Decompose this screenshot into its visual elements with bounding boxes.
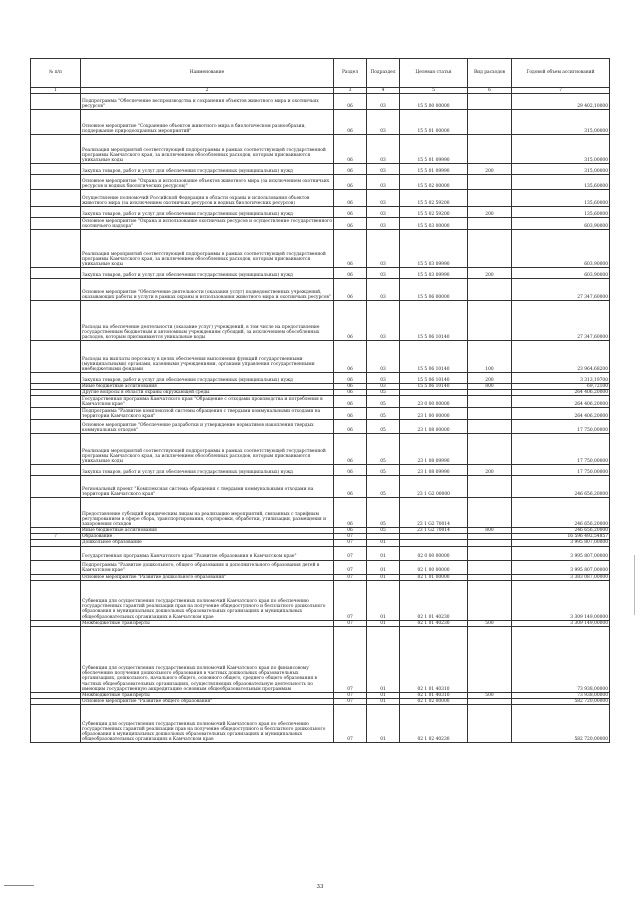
row-name: Закупка товаров, работ и услуг для обеспечения государственных (муниципальных) нужд (81, 164, 334, 175)
table-row (31, 94, 610, 110)
row-target-article: 23 1 08 09990 (400, 434, 468, 465)
row-section: 06 (334, 301, 367, 341)
row-subsection: 05 (367, 465, 400, 476)
row-name: Реализация мероприятий соответствующей подпрограммы в рамках соответствующей государственной программы Камчатского края, за исключением обособленных расходов, которым присваиваются уникальные коды (81, 230, 334, 268)
row-target-article: 02 1 01 00000 (400, 574, 468, 580)
row-subsection: 01 (367, 574, 400, 580)
column-number: 3 (334, 88, 367, 94)
row-name: Подпрограмма "Обеспечение воспроизводства и сохранения объектов животного мира и охотничьих ресурсов" (81, 94, 334, 110)
header-name: Наименование (81, 59, 334, 88)
row-amount: 16 596 492,54857 (512, 534, 610, 540)
row-expense-type: 100 (468, 341, 512, 373)
row-target-article: 15 5 01 09990 (400, 164, 468, 175)
row-section: 06 (334, 190, 367, 207)
table-row (31, 207, 610, 218)
row-section: 07 (334, 534, 367, 540)
row-expense-type (468, 301, 512, 341)
row-subsection: 01 (367, 540, 400, 546)
row-target-article: 02 1 00 00000 (400, 560, 468, 574)
row-amount: 27 347,60000 (512, 301, 610, 341)
row-target-article: 15 5 06 10140 (400, 384, 468, 390)
row-amount: 135,60000 (512, 175, 610, 190)
table-row (31, 301, 610, 341)
row-section: 07 (334, 546, 367, 560)
row-subsection: 01 (367, 546, 400, 560)
row-name: Закупка товаров, работ и услуг для обеспечения государственных (муниципальных) нужд (81, 373, 334, 384)
row-amount: 264 406,20000 (512, 396, 610, 408)
row-expense-type: 800 (468, 528, 512, 534)
row-section: 06 (334, 498, 367, 528)
row-amount: 582 720,00000 (512, 704, 610, 742)
row-subsection: 01 (367, 620, 400, 626)
row-section: 06 (334, 279, 367, 301)
row-amount: 135,60000 (512, 190, 610, 207)
table-row (31, 476, 610, 498)
row-name: Государственная программа Камчатского края "Обращение с отходами производства и потребления в Камчатском крае" (81, 396, 334, 408)
row-expense-type (468, 626, 512, 692)
row-section: 06 (334, 476, 367, 498)
row-target-article: 15 5 02 59200 (400, 207, 468, 218)
row-amount: 315,00000 (512, 164, 610, 175)
row-target-article: 02 1 02 00000 (400, 698, 468, 704)
row-expense-type (468, 580, 512, 620)
table-row (31, 546, 610, 560)
table-row (31, 580, 610, 620)
row-subsection: 01 (367, 692, 400, 698)
row-target-article: 23 1 08 00000 (400, 420, 468, 434)
row-name: Межбюджетные трансферты (81, 620, 334, 626)
row-target-article: 15 5 06 10140 (400, 301, 468, 341)
row-name: Предоставление субсидий юридическим лицам на реализацию мероприятий, связанных с тарифным регулированием в сфере сбора, транспортирования, сортировки, обработки, утилизации, размещения и захоронения отходов (81, 498, 334, 528)
row-amount: 73 938,00000 (512, 692, 610, 698)
row-expense-type (468, 175, 512, 190)
header-subsection: Подраздел (367, 59, 400, 88)
row-number (31, 230, 81, 268)
row-expense-type: 800 (468, 384, 512, 390)
row-number (31, 560, 81, 574)
row-number (31, 626, 81, 692)
row-target-article: 15 5 06 00000 (400, 279, 468, 301)
row-subsection: 05 (367, 528, 400, 534)
table-row (31, 110, 610, 135)
row-number (31, 465, 81, 476)
table-row (31, 279, 610, 301)
row-section: 06 (334, 384, 367, 390)
row-section: 06 (334, 341, 367, 373)
margin-mark (634, 555, 635, 615)
row-section: 06 (334, 207, 367, 218)
row-number (31, 207, 81, 218)
row-section: 06 (334, 434, 367, 465)
row-expense-type (468, 190, 512, 207)
row-number (31, 279, 81, 301)
row-section: 06 (334, 110, 367, 135)
row-section: 06 (334, 408, 367, 420)
row-expense-type (468, 396, 512, 408)
table-row (31, 498, 610, 528)
row-expense-type (468, 135, 512, 164)
row-target-article: 15 5 03 09990 (400, 230, 468, 268)
row-name: Основное мероприятие "Охрана и использование объектов животного мира (за исключением охотничьих ресурсов и водных биологических ресурсов)" (81, 175, 334, 190)
row-name: Подпрограмма "Развитие комплексной системы обращения с твердыми коммунальными отходами на территории Камчатского края" (81, 408, 334, 420)
row-amount: 246 656,20000 (512, 498, 610, 528)
row-subsection: 01 (367, 698, 400, 704)
row-expense-type (468, 498, 512, 528)
row-subsection: 03 (367, 175, 400, 190)
row-target-article: 02 1 01 40310 (400, 692, 468, 698)
row-subsection: 05 (367, 390, 400, 396)
row-subsection: 03 (367, 94, 400, 110)
header-number: № п/п (31, 59, 81, 88)
row-section: 07 (334, 580, 367, 620)
row-expense-type: 200 (468, 465, 512, 476)
row-name: Другие вопросы в области охраны окружающей среды (81, 390, 334, 396)
row-subsection: 05 (367, 434, 400, 465)
row-number (31, 190, 81, 207)
row-amount: 603,90000 (512, 230, 610, 268)
table-row (31, 396, 610, 408)
row-section: 06 (334, 420, 367, 434)
row-amount: 264 406,20000 (512, 408, 610, 420)
row-expense-type (468, 476, 512, 498)
row-number (31, 580, 81, 620)
row-expense-type: 200 (468, 268, 512, 279)
row-target-article: 15 5 01 09990 (400, 135, 468, 164)
row-amount: 3 995 807,00000 (512, 540, 610, 546)
row-expense-type: 200 (468, 207, 512, 218)
row-amount: 69,72100 (512, 384, 610, 390)
row-name: Межбюджетные трансферты (81, 692, 334, 698)
row-target-article: 23 0 00 00000 (400, 396, 468, 408)
row-number: 7 (31, 534, 81, 540)
row-expense-type (468, 704, 512, 742)
row-subsection: 03 (367, 164, 400, 175)
row-amount: 3 309 149,00000 (512, 620, 610, 626)
row-target-article: 23 1 00 00000 (400, 408, 468, 420)
row-amount: 23 964,68200 (512, 341, 610, 373)
row-subsection: 03 (367, 218, 400, 230)
row-subsection: 05 (367, 396, 400, 408)
row-subsection: 01 (367, 704, 400, 742)
row-number (31, 408, 81, 420)
row-amount: 246 656,20000 (512, 476, 610, 498)
row-expense-type (468, 218, 512, 230)
row-subsection: 01 (367, 560, 400, 574)
table-row (31, 190, 610, 207)
row-name: Основное мероприятие "Развитие дошкольного образования" (81, 574, 334, 580)
row-number (31, 498, 81, 528)
row-name: Субвенции для осуществления государственных полномочий Камчатского края по обеспечению государственных гарантий реализации прав на получение общедоступного и бесплатного дошкольного образования в муниципальных дошкольных образовательных организациях и муниципальных общеобразовательных организациях в Камчатском крае (81, 580, 334, 620)
row-name: Реализация мероприятий соответствующей подпрограммы в рамках соответствующей государственной программы Камчатского края, за исключением обособленных расходов, которым присваиваются уникальные коды (81, 434, 334, 465)
table-row (31, 135, 610, 164)
row-expense-type: 500 (468, 692, 512, 698)
row-section: 06 (334, 135, 367, 164)
row-name: Реализация мероприятий соответствующей подпрограммы в рамках соответствующей государственной программы Камчатского края, за исключением обособленных расходов, которым присваиваются уникальные коды (81, 135, 334, 164)
column-number: 1 (31, 88, 81, 94)
row-name: Основное мероприятие "Обеспечение деятельности (оказания услуг) подведомственных учреждений, оказывающих работы и услуги в рамках охраны и использования животного мира и охотничьих ресурсов" (81, 279, 334, 301)
row-target-article: 23 1 G2 70014 (400, 528, 468, 534)
row-expense-type (468, 94, 512, 110)
row-expense-type (468, 230, 512, 268)
row-amount: 3 383 087,00000 (512, 574, 610, 580)
table-row (31, 465, 610, 476)
row-number (31, 268, 81, 279)
row-target-article: 15 5 03 09990 (400, 268, 468, 279)
row-number (31, 396, 81, 408)
row-number (31, 135, 81, 164)
row-subsection: 03 (367, 384, 400, 390)
row-section: 06 (334, 175, 367, 190)
table-row (31, 704, 610, 742)
row-name: Основное мероприятие "Развитие общего образования" (81, 698, 334, 704)
table-row (31, 626, 610, 692)
row-section: 06 (334, 164, 367, 175)
row-name: Расходы на обеспечение деятельности (оказание услуг) учреждений, в том числе на предоставление государственным бюджетным и автономным учреждениям субсидий, за исключением обособленных расходов, которым присваиваются уникальные коды (81, 301, 334, 341)
row-section: 06 (334, 465, 367, 476)
row-target-article: 15 5 02 00000 (400, 175, 468, 190)
row-amount: 29 402,10000 (512, 94, 610, 110)
row-name: Закупка товаров, работ и услуг для обеспечения государственных (муниципальных) нужд (81, 465, 334, 476)
row-expense-type (468, 110, 512, 135)
row-expense-type (468, 546, 512, 560)
page-number: 33 (316, 884, 324, 890)
row-amount: 17 750,00000 (512, 434, 610, 465)
column-number: 5 (400, 88, 468, 94)
table-body (31, 94, 610, 743)
row-name: Региональный проект "Комплексная система обращения с твердыми коммунальными отходами на территории Камчатского края" (81, 476, 334, 498)
row-name: Образование (81, 534, 334, 540)
column-number: 7 (512, 88, 610, 94)
row-expense-type (468, 279, 512, 301)
row-name: Основное мероприятие "Сохранение объектов животного мира в биологическом разнообразии, поддержание природоохранных мероприятий" (81, 110, 334, 135)
row-number (31, 218, 81, 230)
table-row (31, 175, 610, 190)
row-name: Расходы на выплаты персоналу в целях обеспечения выполнения функций государственными (муниципальными) органами, казенными учреждениями, органами управления государственными внебюджетными фондами (81, 341, 334, 373)
row-name: Основное мероприятие "Охрана и использование охотничьих ресурсов и осуществление государственного охотничьего надзора" (82, 218, 332, 229)
row-amount: 135,60000 (512, 207, 610, 218)
row-target-article: 15 5 00 00000 (400, 94, 468, 110)
row-amount: 3 995 807,00000 (512, 546, 610, 560)
row-section: 06 (334, 528, 367, 534)
row-subsection: 03 (367, 268, 400, 279)
row-section: 06 (334, 390, 367, 396)
row-subsection: 01 (367, 580, 400, 620)
row-section: 07 (334, 698, 367, 704)
table-header-row (31, 59, 610, 88)
row-subsection: 03 (367, 207, 400, 218)
row-name: Субвенции для осуществления государственных полномочий Камчатского края по финансовому обеспечению получения дошкольного образования в частных дошкольных образовательных организациях, дошкольного, начального общего, основного общего, среднего общего образования в частных общеобразовательных организациях, осуществляющих образовательную деятельность по имеющим государственную аккредитацию основным общеобразовательным программам (81, 626, 334, 692)
row-amount: 582 720,00000 (512, 698, 610, 704)
row-amount: 264 406,20000 (512, 390, 610, 396)
row-amount: 3 313,19700 (512, 373, 610, 384)
row-number (31, 373, 81, 384)
row-amount: 315,00000 (512, 110, 610, 135)
row-subsection: 05 (367, 476, 400, 498)
row-number (31, 110, 81, 135)
row-target-article: 15 5 02 59200 (400, 190, 468, 207)
row-subsection: 05 (367, 498, 400, 528)
row-section: 07 (334, 704, 367, 742)
header-section: Раздел (334, 59, 367, 88)
row-amount: 73 938,00000 (512, 626, 610, 692)
row-section: 07 (334, 574, 367, 580)
table-row (31, 420, 610, 434)
row-target-article: 15 5 06 10140 (400, 341, 468, 373)
row-number (31, 704, 81, 742)
row-subsection: 03 (367, 230, 400, 268)
column-number: 6 (468, 88, 512, 94)
row-number (31, 301, 81, 341)
row-target-article: 15 5 01 00000 (400, 110, 468, 135)
header-target-article: Целевая статья (400, 59, 468, 88)
row-number (31, 164, 81, 175)
row-section: 07 (334, 540, 367, 546)
header-expense-type: Вид расходов (468, 59, 512, 88)
table-row (31, 230, 610, 268)
row-name: Дошкольное образование (81, 540, 334, 546)
table-row (31, 408, 610, 420)
row-section: 06 (334, 94, 367, 110)
row-name: Государственная программа Камчатского края "Развитие образования в Камчатском крае" (81, 546, 334, 560)
row-amount: 3 995 807,00000 (512, 560, 610, 574)
table-row (31, 560, 610, 574)
row-expense-type: 200 (468, 164, 512, 175)
budget-table (30, 58, 610, 743)
column-number: 4 (367, 88, 400, 94)
row-number (31, 341, 81, 373)
row-target-article: 02 1 01 40230 (400, 580, 468, 620)
row-name: Закупка товаров, работ и услуг для обеспечения государственных (муниципальных) нужд (81, 207, 334, 218)
row-target-article: 23 1 G2 00000 (400, 476, 468, 498)
column-number: 2 (81, 88, 334, 94)
row-subsection: 03 (367, 301, 400, 341)
row-number (31, 434, 81, 465)
row-target-article: 15 5 06 10140 (400, 373, 468, 384)
row-number (31, 175, 81, 190)
row-name: Субвенции для осуществления государственных полномочий Камчатского края по обеспечению государственных гарантий реализации прав на получение общедоступного и бесплатного дошкольного образования в муниципальных дошкольных образовательных организациях и муниципальных общеобразовательных организациях в Камчатском крае (81, 704, 334, 742)
row-target-article: 23 1 08 09990 (400, 465, 468, 476)
row-section: 06 (334, 218, 367, 230)
row-expense-type (468, 408, 512, 420)
row-section: 07 (334, 692, 367, 698)
row-section: 07 (334, 626, 367, 692)
row-amount: 27 347,60000 (512, 279, 610, 301)
row-name: Основное мероприятие "Обеспечение разработки и утверждение нормативов накопления твердых коммунальных отходов" (81, 420, 334, 434)
table-row (31, 268, 610, 279)
row-section: 06 (334, 373, 367, 384)
table-row (31, 373, 610, 384)
row-subsection: 03 (367, 373, 400, 384)
row-section: 07 (334, 620, 367, 626)
row-subsection: 03 (367, 341, 400, 373)
row-expense-type: 500 (468, 620, 512, 626)
row-amount: 603,90000 (512, 218, 610, 230)
row-subsection: 05 (367, 420, 400, 434)
row-amount: 17 750,00000 (512, 465, 610, 476)
row-number (31, 94, 81, 110)
row-subsection: 05 (367, 408, 400, 420)
row-section: 06 (334, 268, 367, 279)
row-subsection: 01 (367, 626, 400, 692)
table-row (31, 434, 610, 465)
row-target-article: 23 1 G2 70014 (400, 498, 468, 528)
row-name: Иные бюджетные ассигнования (81, 384, 334, 390)
row-target-article: 15 5 03 00000 (400, 218, 468, 230)
row-subsection: 03 (367, 110, 400, 135)
row-number (31, 420, 81, 434)
row-amount: 17 750,00000 (512, 420, 610, 434)
row-name: Иные бюджетные ассигнования (81, 528, 334, 534)
row-name: Подпрограмма "Развитие дошкольного, общего образования и дополнительного образования детей в Камчатском крае" (81, 560, 334, 574)
row-expense-type (468, 560, 512, 574)
table-row (31, 341, 610, 373)
row-subsection: 03 (367, 190, 400, 207)
row-amount: 315,00000 (512, 135, 610, 164)
header-annual-volume: Годовой объем ассигнований (512, 59, 610, 88)
row-number (31, 546, 81, 560)
row-target-article: 02 0 00 00000 (400, 546, 468, 560)
row-name: Осуществление полномочий Российской Федерации в области охраны и использования объектов животного мира (за исключением охотничьих ресурсов и водных биологических ресурсов) (81, 190, 334, 207)
table-row (31, 218, 610, 230)
row-target-article: 02 1 01 40310 (400, 626, 468, 692)
row-section: 06 (334, 396, 367, 408)
row-section: 07 (334, 560, 367, 574)
row-amount: 3 309 149,00000 (512, 580, 610, 620)
row-name: Закупка товаров, работ и услуг для обеспечения государственных (муниципальных) нужд (81, 268, 334, 279)
row-subsection: 03 (367, 135, 400, 164)
row-expense-type: 200 (468, 373, 512, 384)
row-amount: 246 656,20000 (512, 528, 610, 534)
row-target-article: 02 1 02 40230 (400, 704, 468, 742)
row-subsection: 03 (367, 279, 400, 301)
row-target-article: 02 1 01 40230 (400, 620, 468, 626)
row-number (31, 476, 81, 498)
row-expense-type (468, 420, 512, 434)
row-section: 06 (334, 230, 367, 268)
row-expense-type (468, 434, 512, 465)
row-amount: 603,90000 (512, 268, 610, 279)
table-row (31, 164, 610, 175)
